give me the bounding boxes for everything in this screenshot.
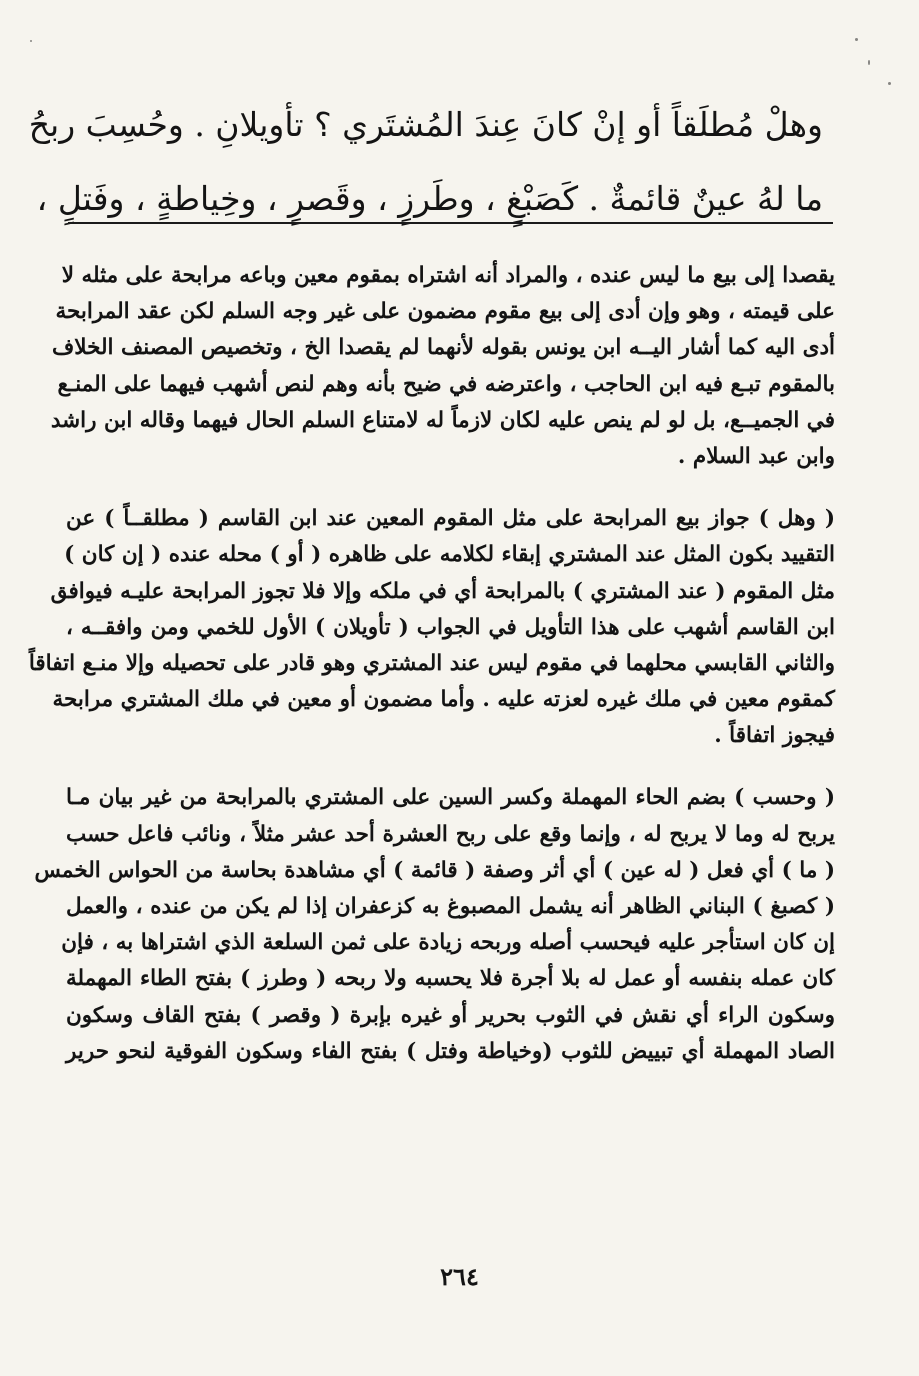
text-line: التقييد بكون المثل عند المشتري إبقاء لكلامه على ظاهره ( أو ) محله عنده ( إن كان ) bbox=[64, 542, 835, 568]
text-line: الصاد المهملة أي تبييض للثوب (وخياطة وفتل ) بفتح الفاء وسكون الفوقية لنحو حرير bbox=[66, 1038, 835, 1064]
matn-line: ما لهُ عينٌ قائمةٌ . كَصَبْغٍ ، وطَرزٍ ، وقَصرٍ ، وخِياطةٍ ، وفَتلٍ ، bbox=[36, 179, 823, 218]
text-line: بالمقوم تبـع فيه ابن الحاجب ، واعترضه في ضيح بأنه وهم لنص أشهب فيهما على المنـع bbox=[57, 371, 835, 397]
commentary-paragraph bbox=[34, 780, 835, 1070]
text-line: مثل المقوم ( عند المشتري ) بالمرابحة أي في ملكه وإلا فلا تجوز المرابحة عليـه فيوافق bbox=[50, 578, 835, 604]
text-line: في الجميــع، بل لو لم ينص عليه لكان لازماً له لامتناع السلم الحال فيهما وقاله ابن راشد bbox=[50, 407, 835, 433]
text-line: ( ما ) أي فعل ( له عين ) أي أثر وصفة ( قائمة ) أي مشاهدة بحاسة من الحواس الخمس bbox=[34, 857, 835, 883]
text-line: ابن القاسم أشهب على هذا التأويل في الجواب ( تأويلان ) الأول للخمي ومن وافقــه ، bbox=[66, 614, 835, 640]
text-line: والثاني القابسي محلهما في مقوم ليس عند المشتري وهو قادر على تحصيله وإلا منـع اتفاقاً bbox=[28, 650, 835, 676]
separator-rule bbox=[68, 222, 833, 224]
sharh-commentary bbox=[28, 258, 835, 1070]
text-line: أدى اليه كما أشار اليــه ابن يونس بقوله لأنهما لم يقصدا الخ ، وتخصيص المصنف الخلاف bbox=[52, 335, 835, 361]
text-line: كان عمله بنفسه أو عمل له بلا أجرة فلا يحسبه ولا ربحه ( وطرز ) بفتح الطاء المهملة bbox=[66, 966, 835, 992]
text-line: يقصدا إلى بيع ما ليس عنده ، والمراد أنه اشتراه بمقوم معين وباعه مرابحة على مثله لا bbox=[61, 263, 835, 288]
text-line: إن كان استأجر عليه فيحسب أصله وربحه زيادة على ثمن السلعة الذي اشتراها به ، فإن bbox=[61, 930, 835, 956]
page-speck bbox=[868, 60, 870, 65]
page-speck bbox=[855, 38, 858, 41]
page-number: ٢٦٤ bbox=[440, 1262, 479, 1291]
text-line: كمقوم معين في ملك غيره لعزته عليه . وأما مضمون أو معين في ملك المشتري مرابحة bbox=[52, 687, 835, 713]
commentary-paragraph bbox=[50, 258, 835, 475]
text-line: على قيمته ، وهو وإن أدى إلى بيع مقوم مضمون على غير وجه السلم لكن عقد المرابحة bbox=[55, 299, 835, 325]
text-line: وسكون الراء أي نقش في الثوب بحرير أو غيره بإبرة ( وقصر ) بفتح القاف وسكون bbox=[66, 1002, 835, 1028]
text-line: فيجوز اتفاقاً . bbox=[714, 723, 835, 749]
text-line: ( كصبغ ) البناني الظاهر أنه يشمل المصبوغ به كزعفران إذا لم يكن من عنده ، والعمل bbox=[66, 894, 835, 919]
commentary-paragraph bbox=[28, 501, 835, 754]
matn-line: وهلْ مُطلَقاً أو إنْ كانَ عِندَ المُشتَري ؟ تأويلانِ . وحُسِبَ ربحُ bbox=[28, 105, 823, 144]
text-line: يربح له وما لا يربح له ، وإنما وقع على ربح العشرة أحد عشر مثلاً ، ونائب فاعل حسب bbox=[66, 821, 835, 847]
matn-text bbox=[28, 88, 823, 236]
page-speck bbox=[888, 82, 891, 85]
page-speck bbox=[30, 40, 32, 42]
text-line: ( وحسب ) بضم الحاء المهملة وكسر السين على المشتري بالمرابحة من غير بيان مـا bbox=[66, 785, 835, 811]
text-line: ( وهل ) جواز بيع المرابحة على مثل المقوم المعين عند ابن القاسم ( مطلقــاً ) عن bbox=[66, 506, 835, 532]
text-line: وابن عبد السلام . bbox=[677, 443, 835, 469]
